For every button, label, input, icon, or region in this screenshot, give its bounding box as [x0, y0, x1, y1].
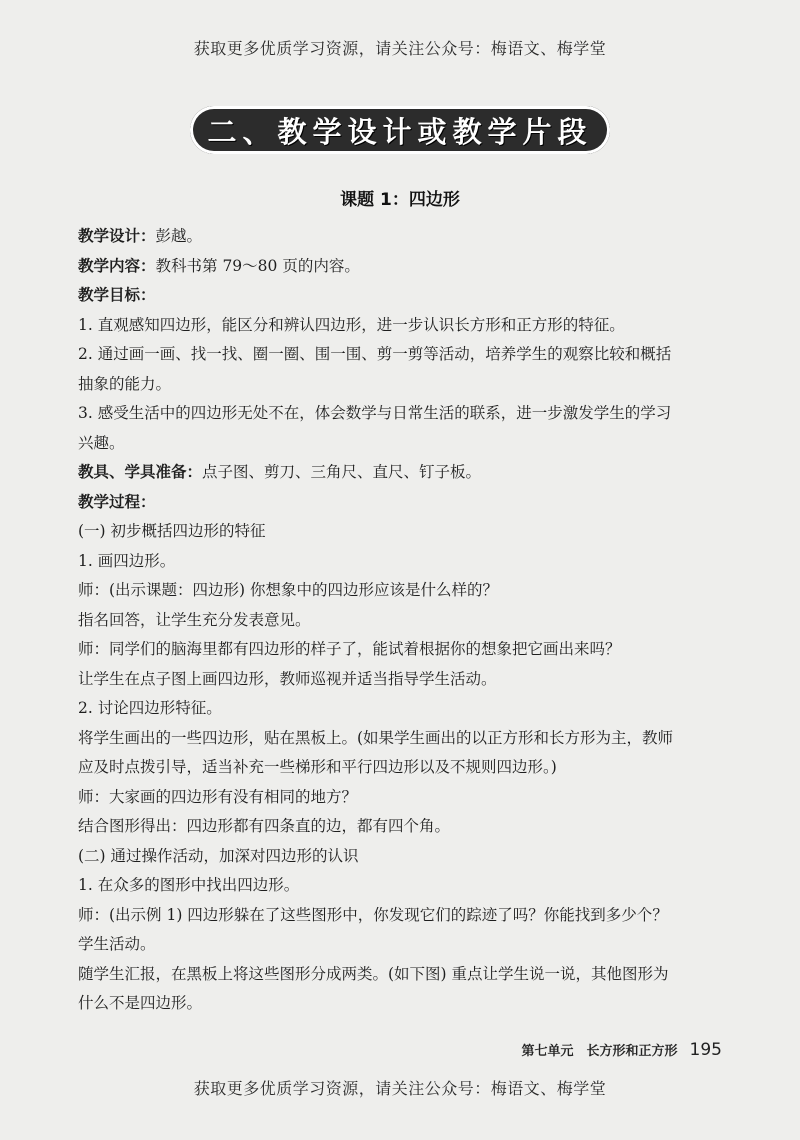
tools-value: 点子图、剪刀、三角尺、直尺、钉子板。	[202, 463, 482, 481]
tools-label: 教具、学具准备：	[78, 463, 203, 481]
paragraph-4: 指名回答，让学生充分发表意见。	[78, 610, 311, 629]
goals-line	[78, 281, 730, 311]
paragraph-6: 让学生在点子图上画四边形，教师巡视并适当指导学生活动。	[78, 669, 497, 688]
paragraph-9: 师：大家画的四边形有没有相同的地方？	[78, 787, 358, 806]
paragraph-15-b: 什么不是四边形。	[78, 994, 203, 1012]
goal-2-b: 抽象的能力。	[78, 374, 172, 393]
paragraph-7: 2. 讨论四边形特征。	[78, 699, 222, 717]
paragraph-14: 学生活动。	[78, 935, 156, 953]
paragraph-15-a: 随学生汇报，在黑板上将这些图形分成两类。(如下图) 重点让学生说一说，其他图形为	[78, 964, 669, 983]
content-value: 教科书第 79～80 页的内容。	[155, 256, 360, 275]
process-label: 教学过程：	[78, 492, 156, 511]
design-value: 彭越。	[155, 227, 203, 245]
goal-1: 1. 直观感知四边形，能区分和辨认四边形，进一步认识长方形和正方形的特征。	[78, 315, 625, 334]
paragraph-3: 师：(出示课题：四边形) 你想象中的四边形应该是什么样的？	[78, 581, 499, 599]
paragraph-1: (一) 初步概括四边形的特征	[78, 522, 266, 540]
page-footer	[522, 1040, 722, 1060]
paragraph-11: (二) 通过操作活动，加深对四边形的认识	[78, 846, 359, 865]
content-line	[78, 252, 730, 282]
section-banner	[190, 106, 610, 154]
design-label: 教学设计：	[78, 227, 156, 245]
goal-2-a: 2. 通过画一画、找一找、圈一圈、围一围、剪一剪等活动，培养学生的观察比较和概括	[78, 345, 672, 363]
paragraph-10: 结合图形得出：四边形都有四条直的边，都有四个角。	[78, 817, 451, 835]
paragraph-5: 师：同学们的脑海里都有四边形的样子了，能试着根据你的想象把它画出来吗？	[78, 640, 621, 658]
footer-unit: 第七单元 长方形和正方形	[521, 1044, 678, 1059]
goal-3-b: 兴趣。	[78, 433, 125, 452]
paragraph-2: 1. 画四边形。	[78, 551, 176, 570]
paragraph-8-a: 将学生画出的一些四边形，贴在黑板上。(如果学生画出的以正方形和长方形为主，教师	[78, 728, 674, 747]
paragraph-13: 师：(出示例 1) 四边形躲在了这些图形中，你发现它们的踪迹了吗？你能找到多少个？	[78, 905, 668, 924]
content-label: 教学内容：	[78, 256, 156, 275]
page-number: 195	[689, 1040, 722, 1060]
document-body	[78, 222, 730, 1019]
goals-label: 教学目标：	[78, 286, 156, 304]
watermark-top: 获取更多优质学习资源，请关注公众号：梅语文、梅学堂	[193, 39, 607, 58]
paragraph-12: 1. 在众多的图形中找出四边形。	[78, 876, 300, 894]
section-banner-text: 二、教学设计或教学片段	[207, 114, 593, 149]
paragraph-8-b: 应及时点拨引导，适当补充一些梯形和平行四边形以及不规则四边形。)	[78, 758, 557, 776]
process-line	[78, 488, 730, 518]
lesson-title: 课题 1：四边形	[340, 190, 460, 210]
watermark-bottom: 获取更多优质学习资源，请关注公众号：梅语文、梅学堂	[193, 1079, 607, 1098]
tools-line	[78, 458, 730, 488]
goal-3-a: 3. 感受生活中的四边形无处不在，体会数学与日常生活的联系，进一步激发学生的学习	[78, 404, 672, 422]
design-line	[78, 222, 730, 252]
